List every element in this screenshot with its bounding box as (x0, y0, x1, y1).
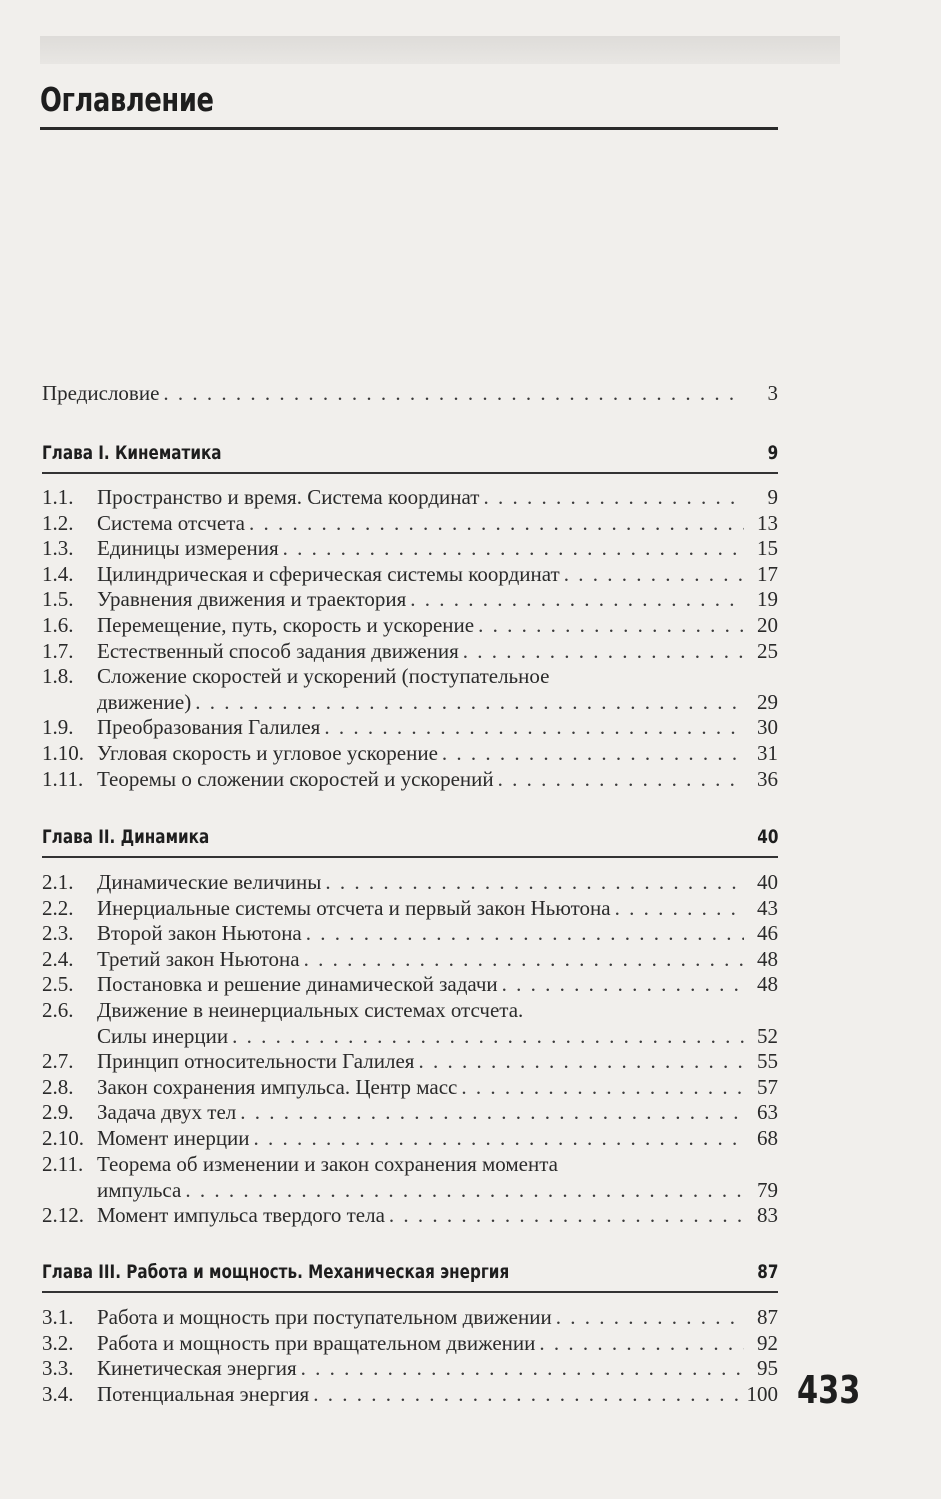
section-page: 29 (757, 690, 778, 715)
section-title: Третий закон Ньютона (97, 946, 300, 971)
section-number: 1.4. (42, 561, 74, 586)
preface-label: Предисловие (42, 381, 160, 405)
section-number: 1.10. (42, 741, 84, 765)
section-title: Пространство и время. Система координат (97, 485, 480, 509)
section-title: Теорема об изменении и закон сохранения момента (97, 1151, 558, 1176)
section-page: 46 (757, 921, 778, 946)
section-page: 13 (757, 510, 778, 535)
leader-dots (478, 612, 744, 638)
toc-entry[interactable] (42, 586, 778, 612)
section-page: 100 (746, 1381, 778, 1406)
leader-dots (313, 1381, 740, 1407)
toc-entry[interactable] (42, 869, 778, 895)
chapter-title: Глава I. Кинематика (42, 442, 222, 464)
chapter-rule (42, 856, 778, 858)
section-page: 20 (757, 613, 778, 637)
chapter-rule (42, 1291, 778, 1293)
leader-dots (483, 484, 744, 510)
leader-dots (556, 1304, 744, 1330)
section-page: 63 (757, 1100, 778, 1125)
leader-dots (249, 510, 744, 536)
chapter-title: Глава II. Динамика (42, 826, 210, 848)
leader-dots (301, 1355, 744, 1381)
leader-dots (195, 689, 744, 715)
section-title: Кинетическая энергия (97, 1356, 297, 1381)
section-page: 57 (757, 1074, 778, 1099)
section-title: Работа и мощность при вращательном движении (97, 1330, 536, 1355)
section-number: 1.2. (42, 510, 74, 535)
section-number: 1.11. (42, 766, 84, 791)
section-title: Перемещение, путь, скорость и ускорение (97, 613, 475, 637)
toc-entry[interactable] (42, 714, 778, 740)
section-page: 17 (757, 561, 778, 586)
leader-dots (539, 1330, 744, 1356)
toc-entry[interactable] (42, 740, 778, 766)
toc-entry[interactable] (42, 1151, 778, 1202)
section-page: 31 (757, 741, 778, 765)
leader-dots (254, 1125, 744, 1151)
leader-dots (389, 1202, 744, 1228)
leader-dots (410, 586, 744, 612)
section-title: Постановка и решение динамической задачи (97, 972, 498, 997)
toc-entry[interactable] (42, 946, 778, 972)
section-title: движение) (97, 690, 192, 715)
section-title: Потенциальная энергия (97, 1381, 310, 1406)
chapter-page: 9 (767, 442, 778, 464)
section-number: 1.3. (42, 536, 74, 561)
section-page: 9 (767, 485, 778, 509)
section-title: Работа и мощность при поступательном движении (97, 1305, 552, 1329)
section-number: 2.6. (42, 998, 74, 1022)
section-page: 43 (757, 895, 778, 920)
leader-dots (325, 869, 744, 895)
section-number: 3.2. (42, 1330, 74, 1355)
section-number: 2.12. (42, 1202, 84, 1227)
section-page: 15 (757, 536, 778, 561)
leader-dots (442, 740, 744, 766)
toc-entry[interactable] (42, 1381, 778, 1407)
section-number: 2.5. (42, 972, 74, 997)
section-page: 19 (757, 587, 778, 612)
section-number: 3.4. (42, 1381, 74, 1406)
section-number: 2.1. (42, 870, 74, 894)
toc-entry[interactable] (42, 1304, 778, 1330)
chapter-heading[interactable] (42, 824, 778, 854)
toc-entry[interactable] (42, 535, 778, 561)
title-rule (40, 127, 778, 130)
section-number: 1.7. (42, 638, 74, 663)
toc-entry[interactable] (42, 638, 778, 664)
section-title: Цилиндрическая и сферическая системы координат (97, 561, 560, 586)
section-page: 92 (757, 1330, 778, 1355)
section-title: Движение в неинерциальных системах отсчета. (97, 998, 524, 1022)
section-page: 48 (757, 946, 778, 971)
toc-entry[interactable] (42, 612, 778, 638)
toc-entry[interactable] (42, 1355, 778, 1381)
section-number: 2.4. (42, 946, 74, 971)
section-number: 1.8. (42, 664, 74, 689)
section-page: 87 (757, 1305, 778, 1329)
section-number: 2.3. (42, 921, 74, 946)
chapter-rule (42, 472, 778, 474)
section-title: Инерциальные системы отсчета и первый закон Ньютона (97, 895, 611, 920)
leader-dots (163, 380, 744, 406)
section-number: 1.1. (42, 485, 74, 509)
toc-entry[interactable] (42, 484, 778, 510)
leader-dots (615, 895, 744, 921)
section-title: Момент инерции (97, 1126, 250, 1150)
leader-dots (185, 1177, 744, 1203)
chapter-heading[interactable] (42, 440, 778, 470)
section-title: Преобразования Галилея (97, 715, 321, 740)
section-title: Единицы измерения (97, 536, 279, 561)
leader-dots (498, 766, 744, 792)
chapter-page: 40 (756, 826, 778, 848)
section-title: Система отсчета (97, 510, 245, 535)
toc-entry[interactable] (42, 895, 778, 921)
section-title: Динамические величины (97, 870, 322, 894)
section-number: 1.5. (42, 587, 74, 612)
toc-entry[interactable] (42, 997, 778, 1048)
section-page: 25 (757, 638, 778, 663)
section-title: Второй закон Ньютона (97, 921, 302, 946)
leader-dots (418, 1048, 744, 1074)
section-page: 68 (757, 1126, 778, 1150)
toc-entry[interactable] (42, 1074, 778, 1100)
section-page: 55 (757, 1049, 778, 1074)
section-title: Задача двух тел (97, 1100, 237, 1125)
section-title: импульса (97, 1177, 182, 1202)
leader-dots (304, 946, 744, 972)
leader-dots (240, 1099, 744, 1125)
section-number: 2.10. (42, 1126, 84, 1150)
section-title: Силы инерции (97, 1024, 229, 1048)
section-page: 83 (757, 1202, 778, 1227)
section-number: 3.3. (42, 1356, 74, 1381)
section-page: 95 (757, 1356, 778, 1381)
section-title: Теоремы о сложении скоростей и ускорений (97, 766, 494, 791)
section-number: 1.9. (42, 715, 74, 740)
section-page: 52 (757, 1024, 778, 1048)
toc-entry[interactable] (42, 1330, 778, 1356)
section-number: 2.2. (42, 895, 74, 920)
section-title: Уравнения движения и траектория (97, 587, 407, 612)
leader-dots (306, 920, 744, 946)
section-number: 1.6. (42, 613, 74, 637)
section-title: Естественный способ задания движения (97, 638, 459, 663)
leader-dots (461, 1074, 744, 1100)
section-number: 2.8. (42, 1074, 74, 1099)
section-page: 48 (757, 972, 778, 997)
section-page: 36 (757, 766, 778, 791)
section-title: Угловая скорость и угловое ускорение (97, 741, 438, 765)
section-number: 2.11. (42, 1151, 84, 1176)
section-title: Закон сохранения импульса. Центр масс (97, 1074, 458, 1099)
leader-dots (283, 535, 744, 561)
preface-page: 3 (767, 381, 778, 405)
section-page: 79 (757, 1177, 778, 1202)
toc-entry[interactable] (42, 971, 778, 997)
chapter-heading[interactable] (42, 1259, 778, 1289)
toc-entry[interactable] (42, 1099, 778, 1125)
section-number: 2.7. (42, 1049, 74, 1074)
page-number: 433 (797, 1368, 861, 1412)
toc-entry[interactable] (42, 1202, 778, 1228)
chapter-title: Глава III. Работа и мощность. Механическая энергия (42, 1261, 510, 1283)
toc-entry[interactable] (42, 561, 778, 587)
page-title: Оглавление (40, 80, 214, 119)
leader-dots (502, 971, 744, 997)
section-page: 40 (757, 870, 778, 894)
leader-dots (324, 714, 744, 740)
toc-entry[interactable] (42, 920, 778, 946)
section-number: 3.1. (42, 1305, 74, 1329)
top-band (40, 36, 840, 64)
section-title: Принцип относительности Галилея (97, 1049, 415, 1074)
leader-dots (463, 638, 744, 664)
section-number: 2.9. (42, 1100, 74, 1125)
toc-entry[interactable] (42, 1048, 778, 1074)
toc-entry[interactable] (42, 1125, 778, 1151)
leader-dots (564, 561, 744, 587)
section-page: 30 (757, 715, 778, 740)
chapter-page: 87 (756, 1261, 778, 1283)
toc-entry[interactable] (42, 663, 778, 714)
section-title: Сложение скоростей и ускорений (поступательное (97, 664, 550, 689)
toc-entry[interactable] (42, 766, 778, 792)
toc-entry[interactable] (42, 510, 778, 536)
section-title: Момент импульса твердого тела (97, 1202, 385, 1227)
leader-dots (232, 1023, 744, 1049)
